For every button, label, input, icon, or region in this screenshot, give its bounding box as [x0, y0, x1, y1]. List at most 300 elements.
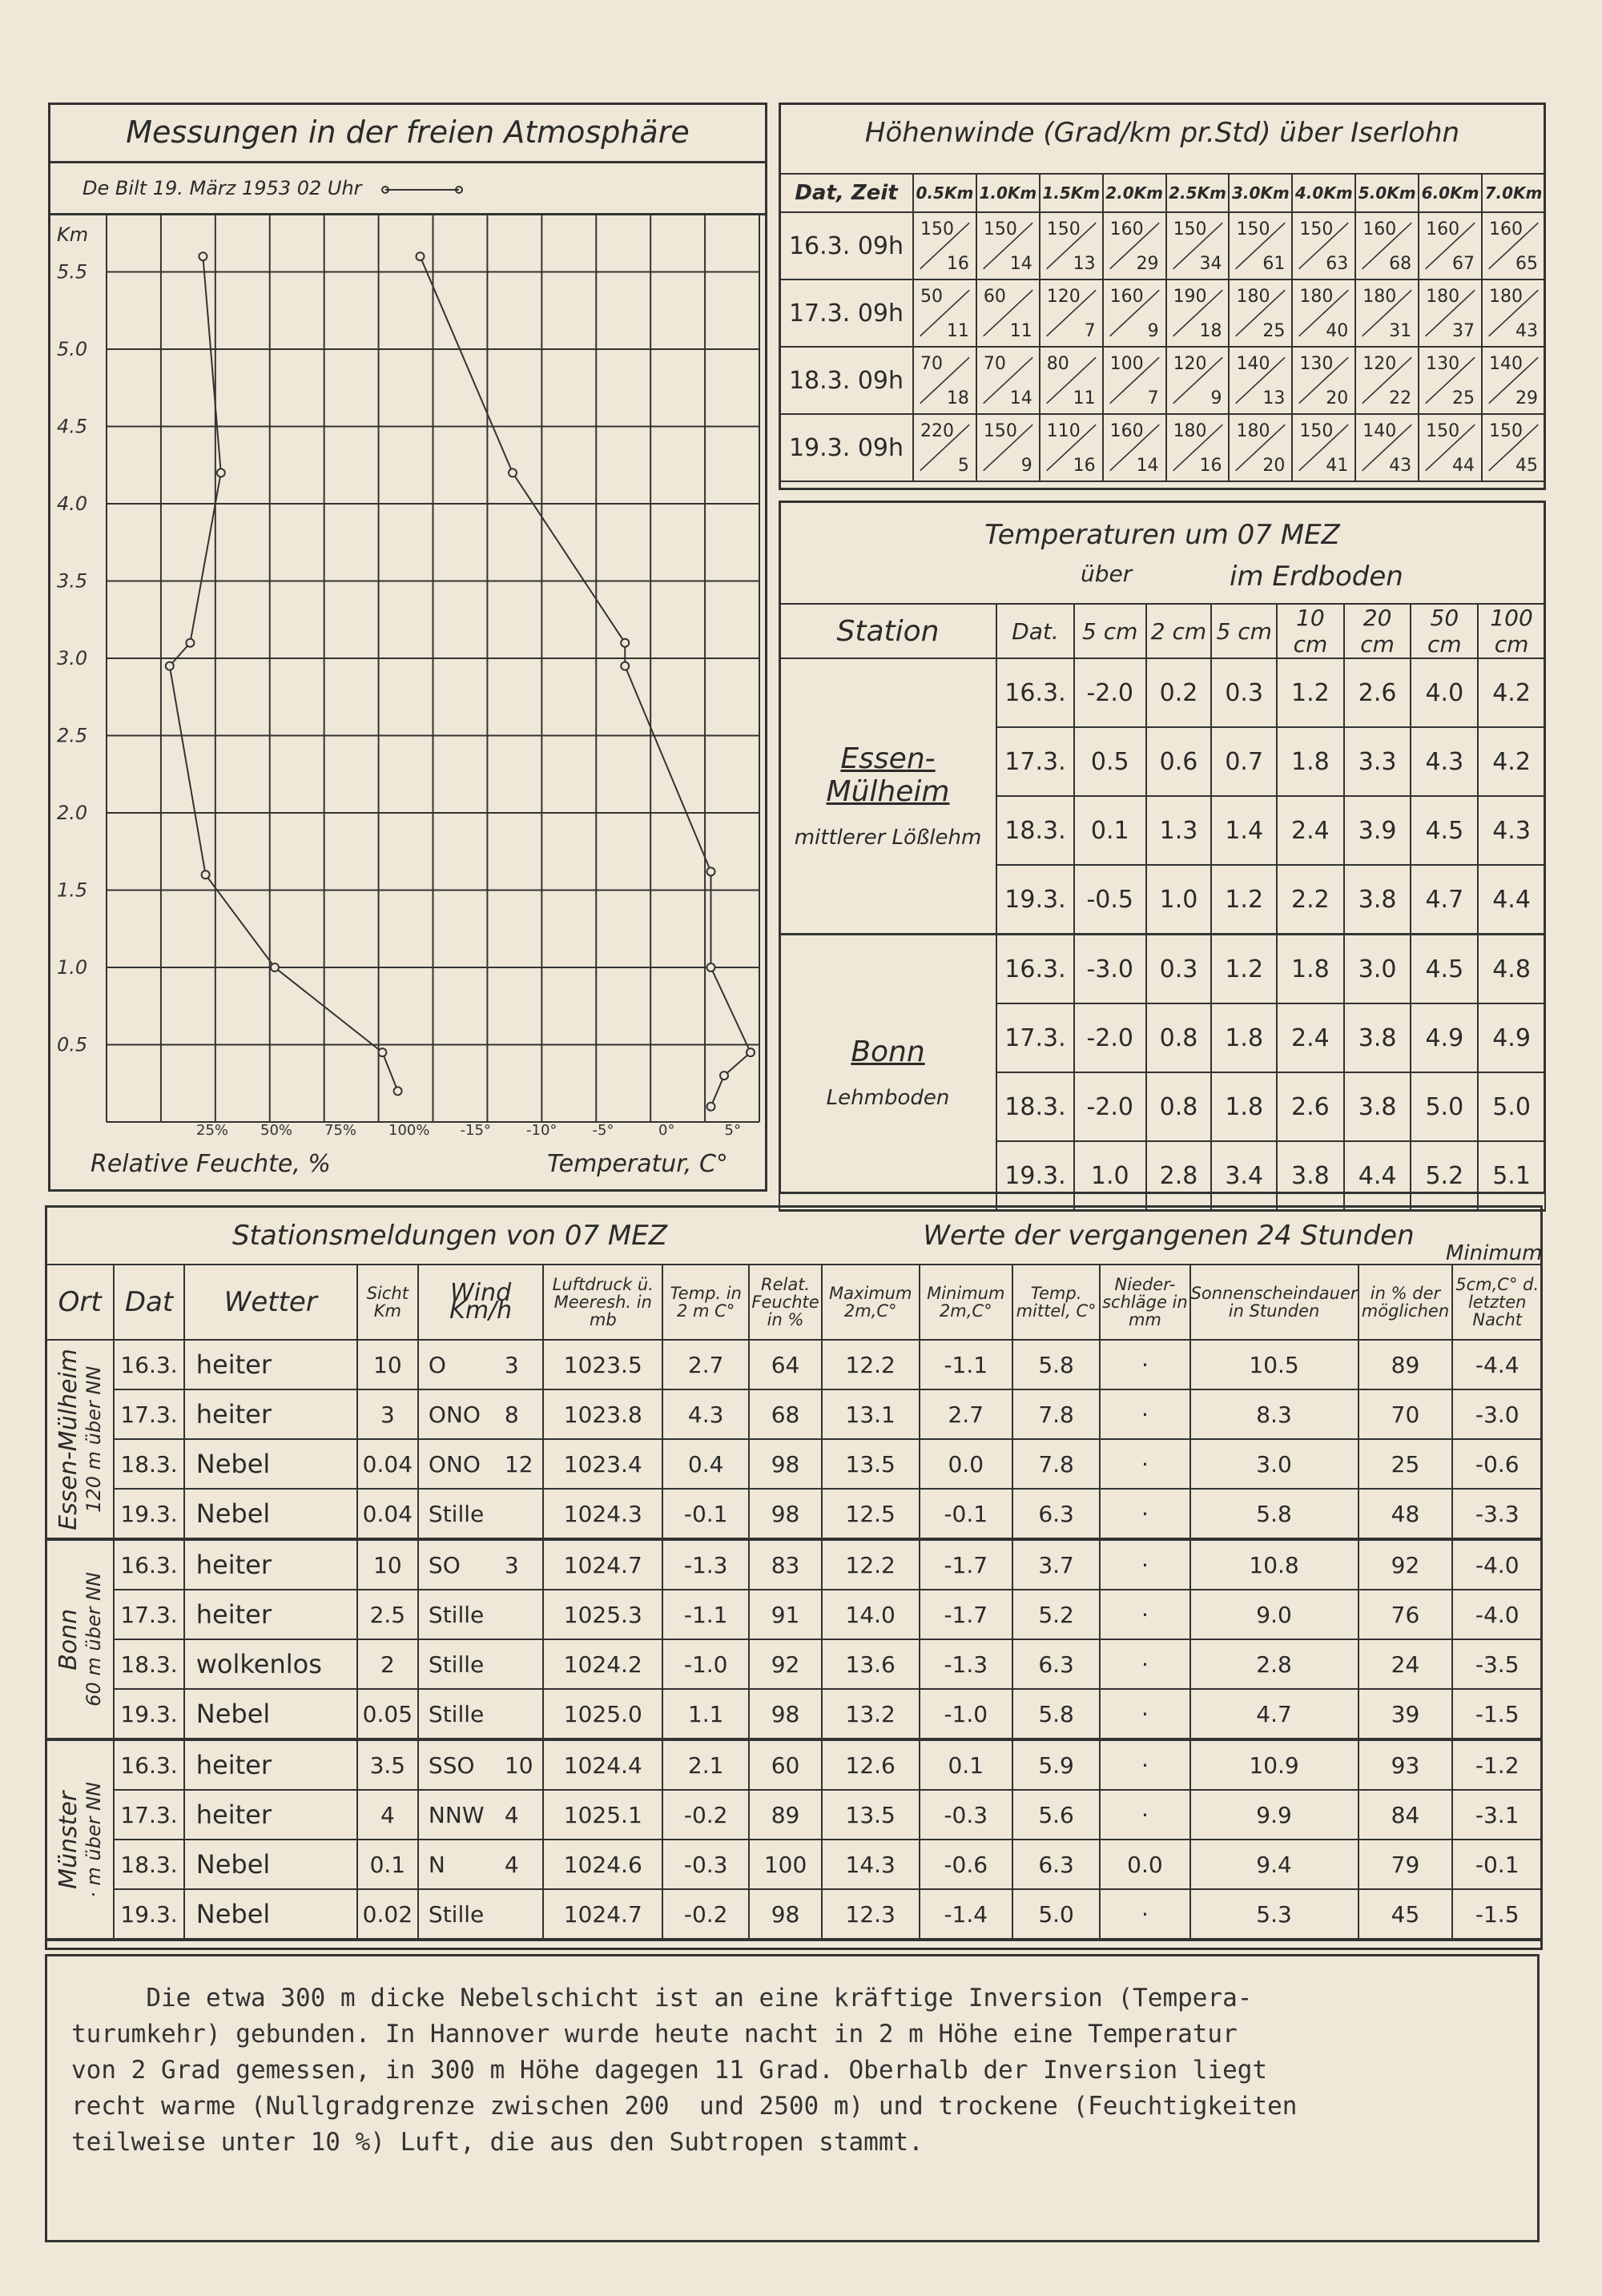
station-value-cell: 0.1 — [357, 1840, 418, 1889]
station-wind-direction: Stille — [428, 1601, 485, 1628]
wind-direction: 150 — [983, 219, 1017, 239]
soil-value-cell: 0.2 — [1146, 658, 1212, 727]
station-value-cell: · — [1100, 1889, 1189, 1940]
wind-header-cell: 1.0Km — [976, 174, 1040, 212]
station-value-cell: 7.8 — [1012, 1439, 1100, 1489]
station-value-cell: heiter — [184, 1590, 357, 1639]
atmosphere-chart — [50, 213, 765, 1189]
station-value-cell: 10 — [357, 1340, 418, 1389]
station-row — [46, 1340, 1542, 1389]
atmosphere-title: Messungen in der freien Atmosphäre — [126, 115, 690, 150]
station-value-cell: · — [1100, 1590, 1189, 1639]
wind-speed: 63 — [1326, 254, 1349, 274]
soil-value-cell: 4.2 — [1478, 727, 1545, 796]
wind-value-cell — [1355, 414, 1419, 481]
station-value-cell: 70 — [1358, 1389, 1453, 1439]
station-value-cell: -4.4 — [1452, 1340, 1542, 1389]
station-wind-speed: 4 — [504, 1851, 519, 1878]
wind-header-cell: 2.0Km — [1103, 174, 1166, 212]
wind-value-cell — [1166, 414, 1230, 481]
wind-direction: 50 — [920, 287, 943, 307]
wind-direction: 150 — [1046, 219, 1081, 239]
station-value-cell: heiter — [184, 1389, 357, 1439]
wind-direction: 160 — [1109, 219, 1144, 239]
wind-value-cell — [1292, 279, 1355, 347]
station-header-cell: Luftdruck ü. Meeresh. in mb — [543, 1265, 662, 1340]
station-value-cell: 2.5 — [357, 1590, 418, 1639]
station-value-cell: 79 — [1358, 1840, 1453, 1889]
soil-header-cell: 100 cm — [1478, 604, 1545, 658]
humidity-tick-label: 25% — [196, 1122, 229, 1139]
wind-value-cell — [1419, 347, 1482, 414]
station-place-height: 60 m über NN — [83, 1572, 106, 1707]
wind-value-cell — [913, 347, 976, 414]
station-value-cell: 1023.8 — [543, 1389, 662, 1439]
soil-value-cell: 4.5 — [1411, 796, 1478, 865]
soil-header-cell: 10 cm — [1277, 604, 1344, 658]
station-value-cell: Nebel — [184, 1689, 357, 1739]
station-row — [46, 1790, 1542, 1840]
soil-value-cell: 2.2 — [1277, 865, 1344, 935]
wind-direction: 160 — [1489, 219, 1524, 239]
station-wind-speed: 12 — [504, 1450, 533, 1478]
station-wind-speed: 3 — [504, 1351, 519, 1378]
station-wind-direction: NNW — [428, 1801, 485, 1828]
soil-value-cell: 18.3. — [996, 1072, 1074, 1141]
station-value-cell: 0.04 — [357, 1439, 418, 1489]
station-row — [46, 1689, 1542, 1739]
station-value-cell: -0.1 — [662, 1489, 749, 1539]
station-value-cell: 17.3. — [114, 1790, 183, 1840]
soil-value-cell: 5.0 — [1478, 1072, 1545, 1141]
wind-value-cell — [1103, 279, 1166, 347]
station-header-cell: Sonnenscheindauer in Stunden — [1190, 1265, 1358, 1340]
station-value-cell: 39 — [1358, 1689, 1453, 1739]
station-value-cell: 3.7 — [1012, 1539, 1100, 1590]
station-value-cell: Nebel — [184, 1489, 357, 1539]
wind-value-cell — [1229, 212, 1292, 279]
wind-value-cell — [913, 212, 976, 279]
soil-header-cell: 5 cm — [1074, 604, 1146, 658]
soil-value-cell: 4.5 — [1411, 935, 1478, 1004]
station-value-cell: 1024.4 — [543, 1739, 662, 1790]
soil-value-cell: 3.4 — [1211, 1141, 1277, 1211]
wind-value-cell — [1166, 347, 1230, 414]
humidity-point — [186, 639, 194, 647]
soil-value-cell: 4.9 — [1411, 1003, 1478, 1072]
station-value-cell: 5.8 — [1012, 1340, 1100, 1389]
wind-direction: 160 — [1109, 421, 1144, 441]
wind-value-cell — [976, 414, 1040, 481]
wind-speed: 43 — [1515, 321, 1538, 341]
soil-value-cell: 2.6 — [1277, 1072, 1344, 1141]
wind-direction: 70 — [983, 354, 1006, 374]
wind-direction: 150 — [983, 421, 1017, 441]
temperature-point — [621, 662, 629, 670]
temperature-tick-label: 0° — [658, 1122, 675, 1139]
station-value-cell: 98 — [749, 1889, 822, 1940]
station-wind-cell — [418, 1340, 544, 1389]
wind-date-cell: 18.3. 09h — [779, 347, 913, 414]
station-value-cell: 0.02 — [357, 1889, 418, 1940]
minimum-title: Minimum — [1446, 1241, 1543, 1265]
wind-speed: 68 — [1389, 254, 1412, 274]
soil-value-cell: 4.4 — [1478, 865, 1545, 935]
station-value-cell: -1.0 — [662, 1639, 749, 1689]
station-value-cell: 0.04 — [357, 1489, 418, 1539]
station-value-cell: -0.3 — [662, 1840, 749, 1889]
station-value-cell: 4.3 — [662, 1389, 749, 1439]
wind-direction: 160 — [1426, 219, 1460, 239]
station-place-height: · m über NN — [83, 1781, 106, 1898]
station-row — [46, 1539, 1542, 1590]
wind-value-cell — [1355, 347, 1419, 414]
soil-value-cell: 19.3. — [996, 1141, 1074, 1211]
wind-row — [779, 414, 1545, 481]
station-row — [46, 1639, 1542, 1689]
station-wind-cell — [418, 1840, 544, 1889]
station-header-cell: Sicht Km — [357, 1265, 418, 1340]
wind-direction: 120 — [1363, 354, 1397, 374]
soil-value-cell: 1.8 — [1277, 727, 1344, 796]
station-value-cell: 2.8 — [1190, 1639, 1358, 1689]
station-value-cell: · — [1100, 1639, 1189, 1689]
station-wind-speed: 3 — [504, 1551, 519, 1578]
soil-value-cell: 19.3. — [996, 865, 1074, 935]
temperature-tick-label: -5° — [592, 1122, 614, 1139]
wind-speed: 34 — [1199, 254, 1222, 274]
station-value-cell: 10.8 — [1190, 1539, 1358, 1590]
wind-speed: 9 — [1020, 456, 1032, 476]
station-value-cell: -4.0 — [1452, 1590, 1542, 1639]
station-header-cell: Temp. in 2 m C° — [662, 1265, 749, 1340]
wind-speed: 14 — [1136, 456, 1159, 476]
station-place-name: Münster — [54, 1790, 83, 1889]
station-value-cell: Nebel — [184, 1439, 357, 1489]
humidity-point — [199, 252, 207, 260]
soil-value-cell: -3.0 — [1074, 935, 1146, 1004]
station-wind-cell — [418, 1590, 544, 1639]
station-value-cell: Nebel — [184, 1889, 357, 1940]
station-row — [46, 1739, 1542, 1790]
wind-direction: 190 — [1173, 287, 1207, 307]
soil-header-cell: Station — [779, 604, 996, 658]
station-wind-cell — [418, 1739, 544, 1790]
wind-direction: 140 — [1363, 421, 1397, 441]
wind-direction: 150 — [1426, 421, 1460, 441]
wind-direction: 180 — [1173, 421, 1207, 441]
wind-direction: 150 — [1173, 219, 1207, 239]
station-value-cell: heiter — [184, 1739, 357, 1790]
wind-speed: 5 — [957, 456, 969, 476]
wind-row — [779, 212, 1545, 279]
wind-speed: 44 — [1452, 456, 1475, 476]
x-label-humidity: Relative Feuchte, % — [91, 1150, 331, 1178]
temperature-point — [707, 867, 715, 875]
soil-over-label: über — [1081, 561, 1133, 587]
station-wind-direction: Stille — [428, 1500, 485, 1527]
wind-speed: 65 — [1515, 254, 1538, 274]
station-value-cell: 18.3. — [114, 1439, 183, 1489]
soil-type: Lehmboden — [826, 1085, 950, 1110]
station-value-cell: 100 — [749, 1840, 822, 1889]
station-wind-cell — [418, 1439, 544, 1489]
wind-value-cell — [1103, 414, 1166, 481]
temperature-point — [707, 1103, 715, 1111]
station-value-cell: heiter — [184, 1790, 357, 1840]
wind-value-cell — [1419, 279, 1482, 347]
y-tick-label: 5.5 — [57, 260, 88, 283]
soil-value-cell: 2.4 — [1277, 1003, 1344, 1072]
station-value-cell: 0.0 — [920, 1439, 1012, 1489]
soil-value-cell: 16.3. — [996, 658, 1074, 727]
wind-speed: 7 — [1084, 321, 1096, 341]
soil-value-cell: 18.3. — [996, 796, 1074, 865]
soil-value-cell: 16.3. — [996, 935, 1074, 1004]
soil-value-cell: 4.8 — [1478, 935, 1545, 1004]
station-value-cell: 16.3. — [114, 1739, 183, 1790]
station-value-cell: 5.8 — [1012, 1689, 1100, 1739]
soil-value-cell: 0.3 — [1211, 658, 1277, 727]
wind-speed: 25 — [1452, 388, 1475, 408]
soil-panel — [779, 501, 1546, 1194]
station-value-cell: 89 — [749, 1790, 822, 1840]
humidity-tick-label: 50% — [260, 1122, 293, 1139]
soil-value-cell: 4.2 — [1478, 658, 1545, 727]
wind-header-cell: Dat, Zeit — [779, 174, 913, 212]
station-row — [46, 1840, 1542, 1889]
station-value-cell: 93 — [1358, 1739, 1453, 1790]
soil-value-cell: 17.3. — [996, 727, 1074, 796]
station-value-cell: 1024.3 — [543, 1489, 662, 1539]
humidity-tick-label: 100% — [388, 1122, 430, 1139]
wind-direction: 180 — [1426, 287, 1460, 307]
soil-value-cell: 1.2 — [1211, 935, 1277, 1004]
station-wind-cell — [418, 1689, 544, 1739]
wind-header-cell: 6.0Km — [1419, 174, 1482, 212]
station-value-cell: · — [1100, 1539, 1189, 1590]
soil-value-cell: 3.9 — [1344, 796, 1411, 865]
station-value-cell: -3.1 — [1452, 1790, 1542, 1840]
wind-title: Höhenwinde (Grad/km pr.Std) über Iserlohn — [864, 117, 1460, 149]
wind-row — [779, 279, 1545, 347]
station-value-cell: 4.7 — [1190, 1689, 1358, 1739]
station-header-cell: Relat. Feuchte in % — [749, 1265, 822, 1340]
station-value-cell: 13.1 — [822, 1389, 920, 1439]
station-value-cell: 13.6 — [822, 1639, 920, 1689]
station-wind-speed: 8 — [504, 1401, 519, 1428]
station-row — [46, 1590, 1542, 1639]
wind-direction: 140 — [1489, 354, 1524, 374]
soil-value-cell: 5.0 — [1411, 1072, 1478, 1141]
humidity-point — [217, 468, 225, 476]
station-value-cell: · — [1100, 1689, 1189, 1739]
wind-direction: 220 — [920, 421, 954, 441]
soil-value-cell: 1.8 — [1211, 1003, 1277, 1072]
station-value-cell: 1023.5 — [543, 1340, 662, 1389]
soil-value-cell: 3.3 — [1344, 727, 1411, 796]
station-value-cell: 12.3 — [822, 1889, 920, 1940]
station-table — [45, 1264, 1543, 1941]
station-place-name: Bonn — [54, 1608, 83, 1671]
station-place-cell — [46, 1539, 114, 1739]
wind-header-cell: 1.5Km — [1040, 174, 1103, 212]
station-value-cell: 10 — [357, 1539, 418, 1590]
note-text: Die etwa 300 m dicke Nebelschicht ist an eine kräftige Inversion (Tempera- turumkehr) gebunden. In Hannover wurde heute nacht in 2 m Höhe eine Temperatur von 2 Grad gemessen, in 300 m Höhe dagegen 11 Grad. Oberhalb der Inversion liegt recht warme (Nullgradgrenze zwischen 200 und 2500 m) und trockene (Feuchtigkeiten teilweise unter 10 %) Luft, die aus den Subtropen stammt. — [45, 1954, 1540, 2242]
station-row — [46, 1389, 1542, 1439]
station-value-cell: wolkenlos — [184, 1639, 357, 1689]
station-value-cell: 0.0 — [1100, 1840, 1189, 1889]
station-row — [46, 1439, 1542, 1489]
soil-value-cell: 4.3 — [1411, 727, 1478, 796]
temperature-tick-label: -15° — [460, 1122, 491, 1139]
station-value-cell: 1025.3 — [543, 1590, 662, 1639]
soil-value-cell: 0.7 — [1211, 727, 1277, 796]
station-value-cell: 12.6 — [822, 1739, 920, 1790]
station-value-cell: 17.3. — [114, 1590, 183, 1639]
wind-value-cell — [1419, 414, 1482, 481]
station-wind-direction: Stille — [428, 1900, 485, 1928]
soil-header-cell: 50 cm — [1411, 604, 1478, 658]
station-value-cell: 8.3 — [1190, 1389, 1358, 1439]
wind-value-cell — [1040, 212, 1103, 279]
y-tick-label: 4.0 — [57, 493, 88, 515]
soil-value-cell: 3.8 — [1344, 1072, 1411, 1141]
station-wind-direction: O — [428, 1351, 446, 1378]
station-value-cell: -1.4 — [920, 1889, 1012, 1940]
station-value-cell: 5.6 — [1012, 1790, 1100, 1840]
wind-speed: 18 — [946, 388, 969, 408]
station-header-cell: Wetter — [184, 1265, 357, 1340]
station-value-cell: 25 — [1358, 1439, 1453, 1489]
wind-direction: 150 — [1489, 421, 1524, 441]
station-value-cell: 1023.4 — [543, 1439, 662, 1489]
wind-direction: 180 — [1489, 287, 1524, 307]
station-value-cell: -3.3 — [1452, 1489, 1542, 1539]
station-value-cell: 1024.7 — [543, 1539, 662, 1590]
y-tick-label: 2.0 — [57, 802, 88, 824]
wind-header-cell: 0.5Km — [913, 174, 976, 212]
station-value-cell: heiter — [184, 1539, 357, 1590]
wind-value-cell — [976, 347, 1040, 414]
wind-speed: 16 — [946, 254, 969, 274]
soil-title: Temperaturen um 07 MEZ — [984, 519, 1340, 551]
wind-value-cell — [1229, 279, 1292, 347]
wind-direction: 150 — [1299, 219, 1334, 239]
station-value-cell: 1024.2 — [543, 1639, 662, 1689]
soil-value-cell: 3.8 — [1344, 865, 1411, 935]
soil-value-cell: 1.2 — [1277, 658, 1344, 727]
station-header-cell: Maximum 2m,C° — [822, 1265, 920, 1340]
wind-speed: 20 — [1262, 456, 1286, 476]
wind-direction: 130 — [1299, 354, 1334, 374]
station-value-cell: 91 — [749, 1590, 822, 1639]
station-wind-direction: SSO — [428, 1751, 475, 1779]
station-value-cell: 7.8 — [1012, 1389, 1100, 1439]
station-value-cell: 5.8 — [1190, 1489, 1358, 1539]
station-value-cell: 6.3 — [1012, 1489, 1100, 1539]
station-value-cell: 98 — [749, 1439, 822, 1489]
temperature-point — [747, 1048, 755, 1056]
soil-value-cell: 1.2 — [1211, 865, 1277, 935]
y-tick-label: 4.5 — [57, 415, 88, 438]
soil-value-cell: 1.8 — [1277, 935, 1344, 1004]
soil-value-cell: -2.0 — [1074, 658, 1146, 727]
soil-value-cell: 1.8 — [1211, 1072, 1277, 1141]
station-value-cell: -1.7 — [920, 1590, 1012, 1639]
station-value-cell: -0.3 — [920, 1790, 1012, 1840]
humidity-point — [271, 963, 279, 971]
temperature-tick-label: -10° — [526, 1122, 557, 1139]
station-row — [46, 1489, 1542, 1539]
temperature-profile-line — [421, 256, 751, 1107]
atmosphere-source-line: De Bilt 19. März 1953 02 Uhr — [83, 177, 362, 199]
station-value-cell: -1.3 — [920, 1639, 1012, 1689]
soil-value-cell: 4.7 — [1411, 865, 1478, 935]
station-wind-direction: SO — [428, 1551, 461, 1578]
station-wind-direction: ONO — [428, 1450, 481, 1478]
station-value-cell: 1024.7 — [543, 1889, 662, 1940]
wind-value-cell — [976, 212, 1040, 279]
wind-value-cell — [1040, 279, 1103, 347]
station-value-cell: 18.3. — [114, 1840, 183, 1889]
wind-value-cell — [1040, 347, 1103, 414]
soil-value-cell: 3.0 — [1344, 935, 1411, 1004]
station-header-cell: Dat — [114, 1265, 183, 1340]
wind-value-cell — [1103, 212, 1166, 279]
wind-value-cell — [1040, 414, 1103, 481]
soil-value-cell: -2.0 — [1074, 1072, 1146, 1141]
station-header-cell: Temp. mittel, C° — [1012, 1265, 1100, 1340]
wind-value-cell — [1166, 212, 1230, 279]
wind-direction: 60 — [983, 287, 1006, 307]
temperature-point — [707, 963, 715, 971]
station-value-cell: -1.5 — [1452, 1889, 1542, 1940]
station-wind-cell — [418, 1389, 544, 1439]
soil-header-cell: 20 cm — [1344, 604, 1411, 658]
wind-speed: 18 — [1199, 321, 1222, 341]
y-tick-label: 0.5 — [57, 1033, 88, 1056]
station-value-cell: 14.0 — [822, 1590, 920, 1639]
station-value-cell: -4.0 — [1452, 1539, 1542, 1590]
soil-station-cell — [779, 658, 996, 935]
station-value-cell: 19.3. — [114, 1889, 183, 1940]
station-value-cell: -1.1 — [662, 1590, 749, 1639]
station-value-cell: 10.5 — [1190, 1340, 1358, 1389]
station-value-cell: 19.3. — [114, 1489, 183, 1539]
wind-row — [779, 347, 1545, 414]
station-row — [46, 1889, 1542, 1940]
station-value-cell: 18.3. — [114, 1639, 183, 1689]
wind-speed: 67 — [1452, 254, 1475, 274]
station-value-cell: 2.7 — [920, 1389, 1012, 1439]
wind-value-cell — [1482, 212, 1545, 279]
y-tick-label: 3.0 — [57, 647, 88, 669]
station-value-cell: 12.2 — [822, 1539, 920, 1590]
station-value-cell: 9.0 — [1190, 1590, 1358, 1639]
station-value-cell: · — [1100, 1739, 1189, 1790]
wind-direction: 100 — [1109, 354, 1144, 374]
wind-header-cell: 4.0Km — [1292, 174, 1355, 212]
wind-speed: 31 — [1389, 321, 1412, 341]
y-tick-label: 1.5 — [57, 879, 88, 902]
humidity-point — [166, 662, 174, 670]
soil-value-cell: 0.1 — [1074, 796, 1146, 865]
wind-speed: 37 — [1452, 321, 1475, 341]
station-value-cell: 0.4 — [662, 1439, 749, 1489]
temperature-point — [509, 468, 517, 476]
station-value-cell: -0.2 — [662, 1889, 749, 1940]
